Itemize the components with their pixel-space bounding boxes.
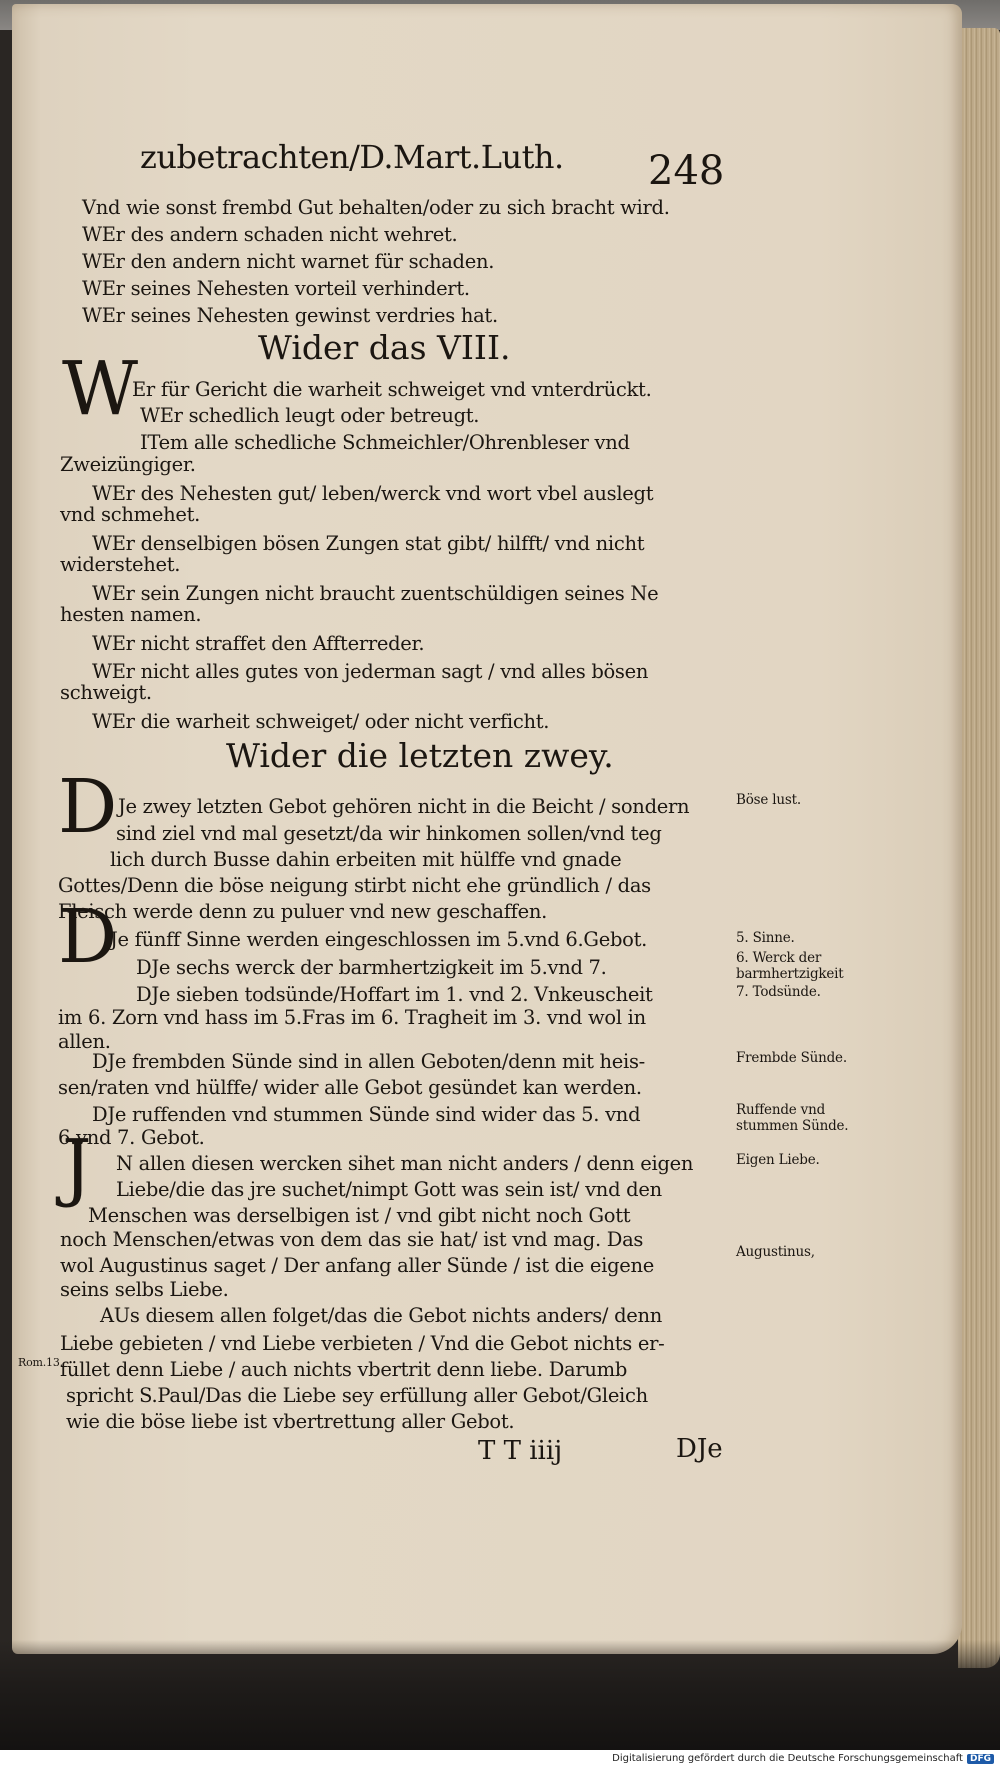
margin-note: barmhertzigkeit [736, 966, 844, 982]
drop-capital: D [58, 894, 118, 980]
text-line: WEr seines Nehesten gewinst verdries hat. [82, 304, 498, 327]
text-line: AUs diesem allen folget/das die Gebot nichts anders/ denn [100, 1304, 663, 1327]
page-edges [958, 28, 1000, 1668]
text-line: DJe sieben todsünde/Hoffart im 1. vnd 2. Vnkeuscheit [136, 983, 653, 1006]
text-line: Zweizüngiger. [60, 453, 196, 476]
margin-note: 7. Todsünde. [736, 984, 821, 1000]
page-number: 248 [648, 148, 725, 194]
text-line: Liebe gebieten / vnd Liebe verbieten / Vnd die Gebot nichts er- [60, 1332, 665, 1355]
text-line: noch Menschen/etwas von dem das sie hat/ ist vnd mag. Das [60, 1228, 644, 1251]
text-line: wie die böse liebe ist vbertrettung aller Gebot. [66, 1410, 515, 1433]
text-line: DJe sechs werck der barmhertzigkeit im 5.vnd 7. [136, 956, 607, 979]
text-line: widerstehet. [60, 553, 181, 576]
margin-note: stummen Sünde. [736, 1118, 849, 1134]
drop-capital: D [58, 764, 118, 850]
scan-shadow [0, 1640, 1000, 1750]
text-line: DJe ruffenden vnd stummen Sünde sind wider das 5. vnd [92, 1103, 641, 1126]
text-line: Fleisch werde denn zu puluer vnd new geschaffen. [58, 900, 547, 923]
text-line: WEr sein Zungen nicht braucht zuentschüldigen seines Ne [92, 582, 659, 605]
margin-note: Frembde Sünde. [736, 1050, 847, 1066]
text-line: wol Augustinus saget / Der anfang aller Sünde / ist die eigene [60, 1254, 655, 1277]
text-line: WEr die warheit schweiget/ oder nicht verficht. [92, 710, 550, 733]
text-line: sind ziel vnd mal gesetzt/da wir hinkomen sollen/vnd teg [116, 822, 662, 845]
text-line: füllet denn Liebe / auch nichts vbertrit denn liebe. Darumb [60, 1358, 628, 1381]
text-line: WEr nicht straffet den Affterreder. [92, 632, 425, 655]
text-line: Gottes/Denn die böse neigung stirbt nicht ehe gründlich / das [58, 874, 651, 897]
section-heading: Wider das VIII. [258, 328, 511, 367]
text-line: hesten namen. [60, 603, 202, 626]
text-line: Er für Gericht die warheit schweiget vnd vnterdrückt. [132, 378, 652, 401]
text-line: ITem alle schedliche Schmeichler/Ohrenbleser vnd [140, 431, 630, 454]
text-line: WEr schedlich leugt oder betreugt. [140, 404, 480, 427]
margin-note: 6. Werck der [736, 950, 822, 966]
drop-capital: W [62, 346, 139, 432]
text-line: WEr nicht alles gutes von jederman sagt / vnd alles bösen [92, 660, 649, 683]
text-line: WEr seines Nehesten vorteil verhindert. [82, 277, 470, 300]
text-line: 6.vnd 7. Gebot. [58, 1126, 205, 1149]
text-line: allen. [58, 1030, 111, 1053]
text-line: im 6. Zorn vnd hass im 5.Fras im 6. Tragheit im 3. vnd wol in [58, 1006, 646, 1029]
drop-capital: J [62, 1124, 92, 1210]
signature-mark: T T iiij [478, 1436, 563, 1466]
footer-credit: Digitalisierung gefördert durch die Deutsche Forschungsgemeinschaft [612, 1753, 963, 1764]
margin-note: 5. Sinne. [736, 930, 795, 946]
margin-note: Rom.13. [18, 1356, 63, 1369]
text-line: schweigt. [60, 681, 152, 704]
text-line: N allen diesen wercken sihet man nicht anders / denn eigen [116, 1152, 694, 1175]
footer-credit-bar [0, 1750, 1000, 1767]
section-heading: Wider die letzten zwey. [226, 736, 614, 775]
margin-note: Augustinus, [736, 1244, 815, 1260]
dfg-logo: DFG [967, 1754, 994, 1764]
text-line: lich durch Busse dahin erbeiten mit hülffe vnd gnade [110, 848, 622, 871]
text-line: WEr des Nehesten gut/ leben/werck vnd wort vbel auslegt [92, 482, 654, 505]
text-line: Je zwey letzten Gebot gehören nicht in die Beicht / sondern [118, 795, 690, 818]
text-line: vnd schmehet. [60, 503, 201, 526]
catchword: DJe [676, 1434, 723, 1464]
text-line: WEr den andern nicht warnet für schaden. [82, 250, 495, 273]
margin-note: Eigen Liebe. [736, 1152, 820, 1168]
text-line: sen/raten vnd hülffe/ wider alle Gebot gesündet kan werden. [58, 1076, 642, 1099]
text-line: Vnd wie sonst frembd Gut behalten/oder zu sich bracht wird. [82, 196, 670, 219]
text-line: DJe frembden Sünde sind in allen Geboten/denn mit heis- [92, 1050, 645, 1073]
text-line: WEr denselbigen bösen Zungen stat gibt/ hilfft/ vnd nicht [92, 532, 645, 555]
text-line: Je fünff Sinne werden eingeschlossen im 5.vnd 6.Gebot. [110, 928, 648, 951]
text-line: seins selbs Liebe. [60, 1278, 229, 1301]
margin-note: Ruffende vnd [736, 1102, 826, 1118]
text-line: Liebe/die das jre suchet/nimpt Gott was sein ist/ vnd den [116, 1178, 662, 1201]
text-line: spricht S.Paul/Das die Liebe sey erfüllung aller Gebot/Gleich [66, 1384, 648, 1407]
text-line: Menschen was derselbigen ist / vnd gibt nicht noch Gott [88, 1204, 631, 1227]
margin-note: Böse lust. [736, 792, 801, 808]
running-title: zubetrachten/D.Mart.Luth. [140, 138, 564, 176]
text-line: WEr des andern schaden nicht wehret. [82, 223, 458, 246]
